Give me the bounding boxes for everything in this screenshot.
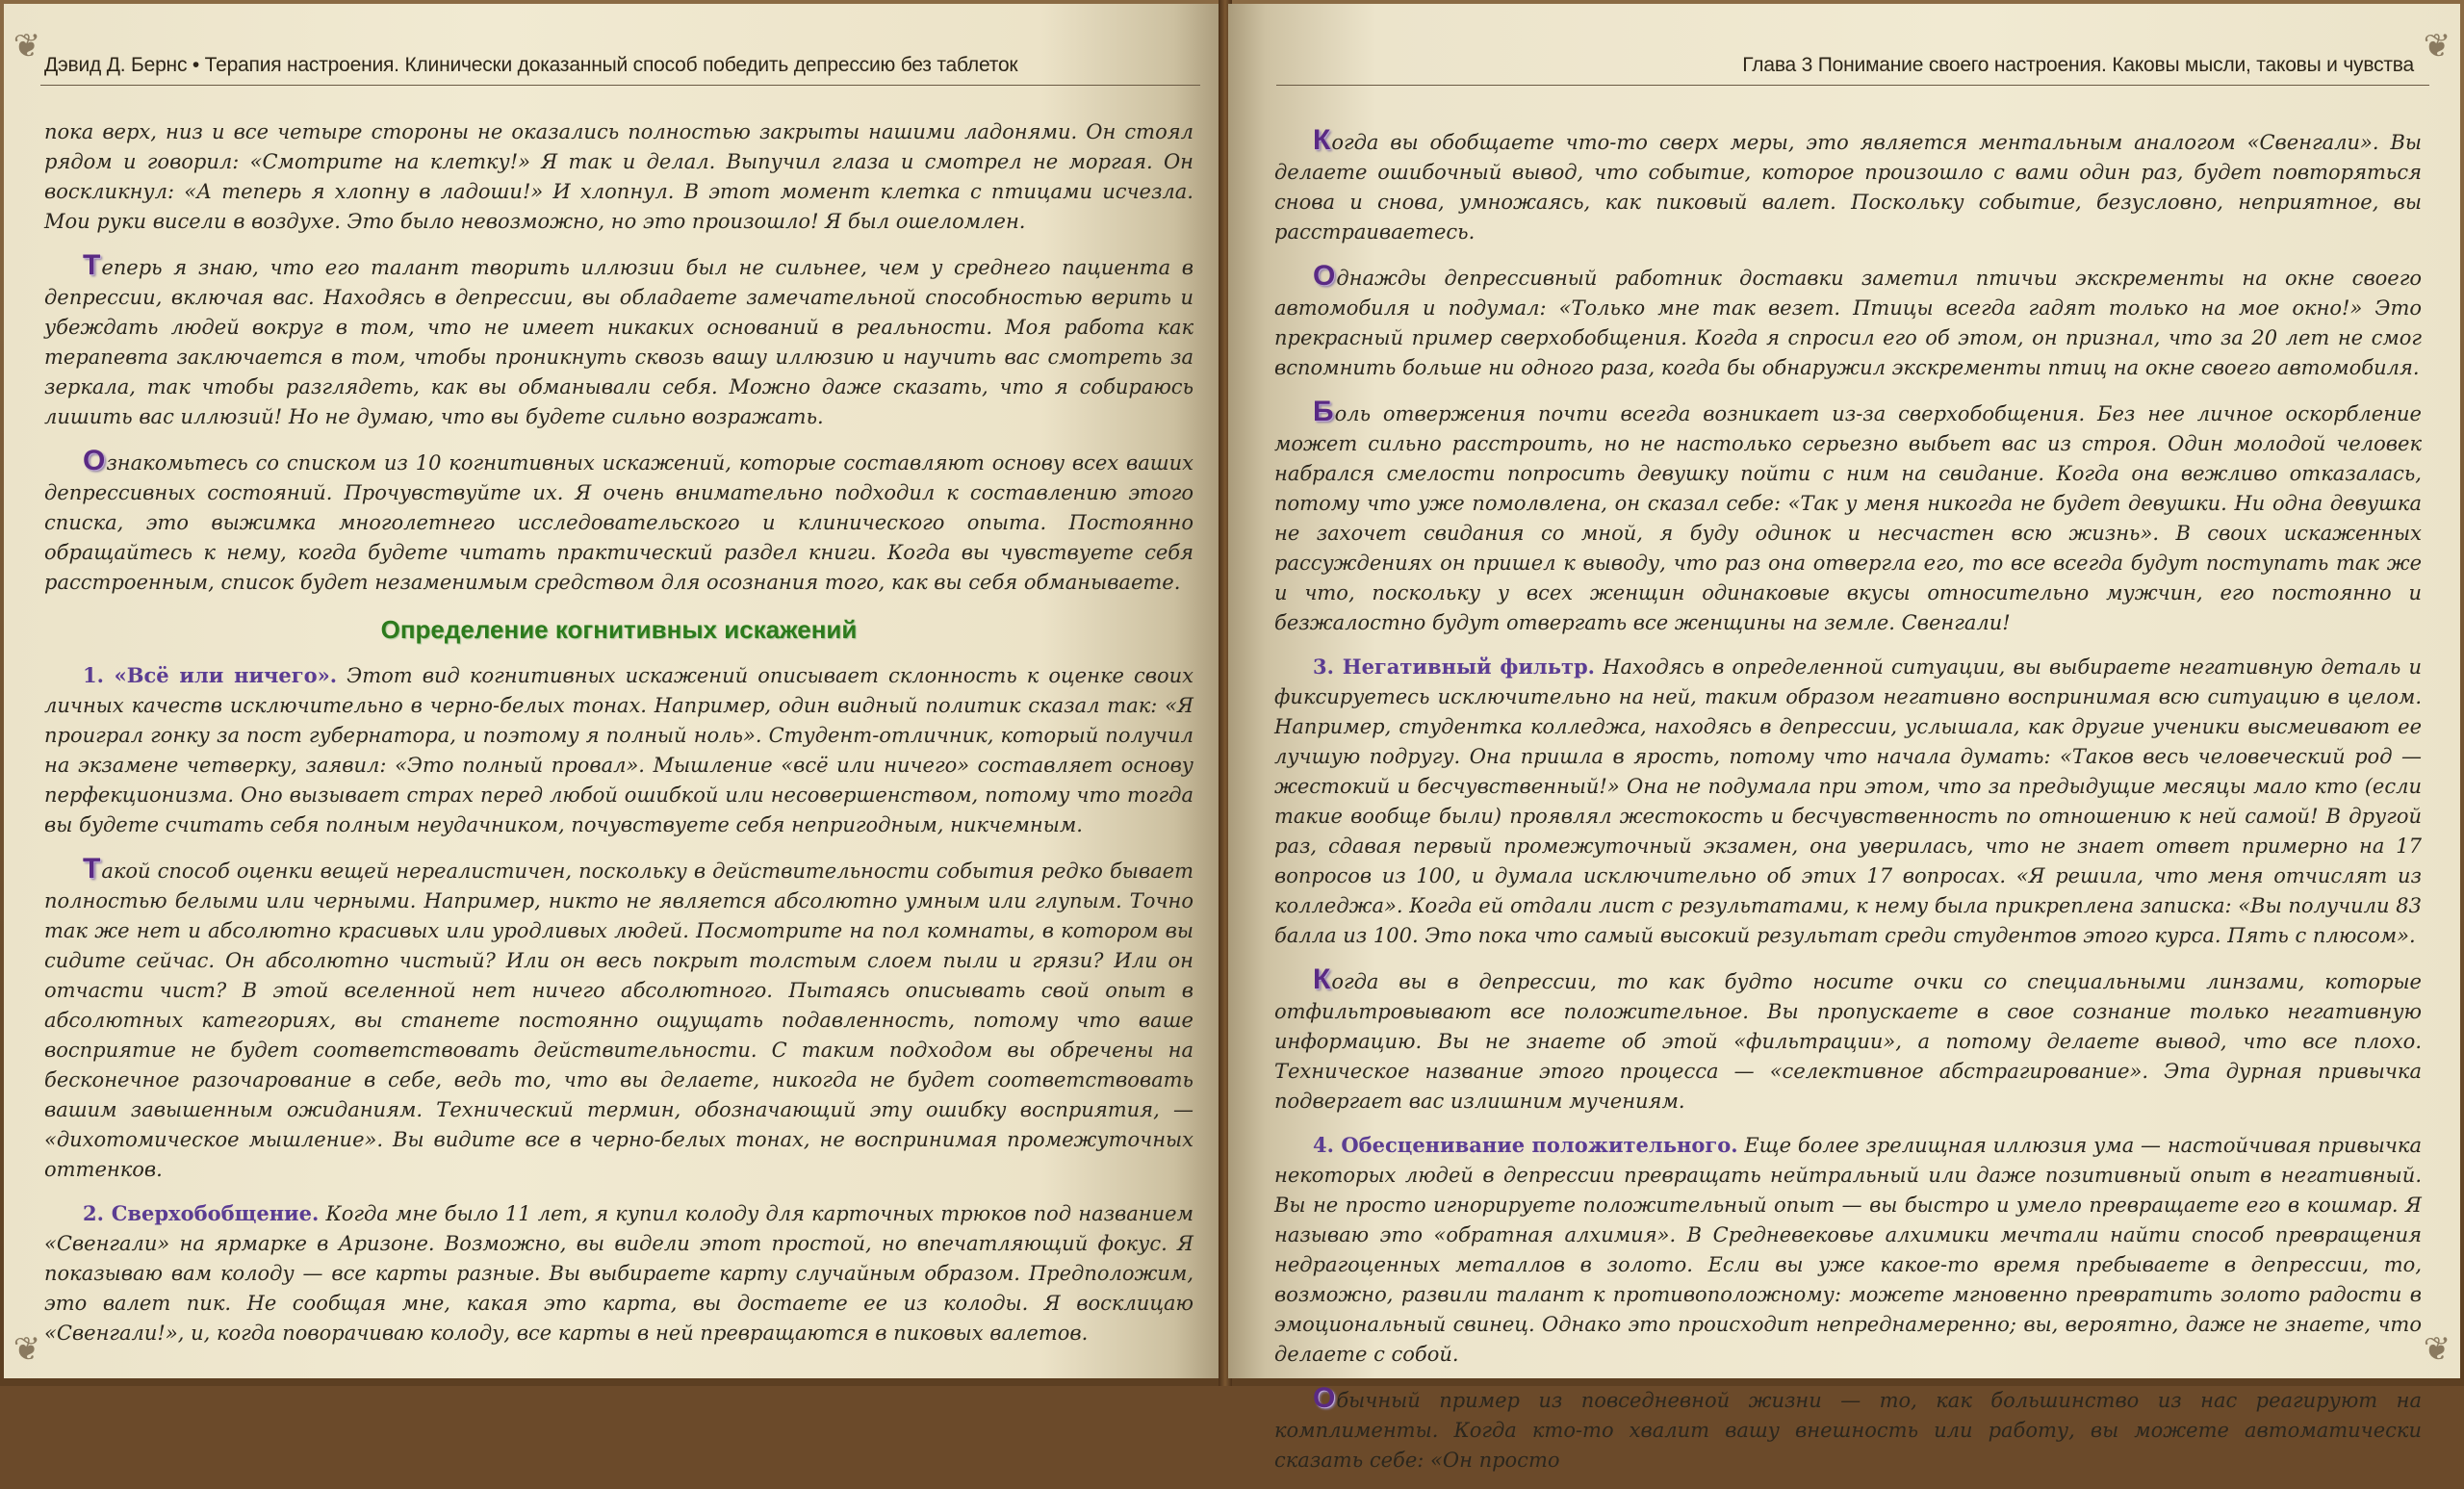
paragraph [1274,1130,2422,1370]
paragraph [44,854,1194,1185]
term-heading: 3. Негативный фильтр. [1313,655,1595,679]
corner-ornament-icon: ❦ [13,1330,41,1369]
paragraph: пока верх, низ и все четыре стороны не оказались полностью закрыты нашими ладонями. Он стоял рядом и говорил: «Смотрите на клетку!» Я так и делал. Выпучил глаза и смотрел не моргая. Он воскликнул: «А теперь я хлопну в ладоши!» И хлопнул. В этот момент клетка с птицами исчезла. Мои руки висели в воздухе. Это было невозможно, но это произошло! Я был ошеломлен. [44,120,1194,233]
paragraph [1274,652,2422,951]
drop-cap: К [1313,124,1331,156]
left-running-header: Дэвид Д. Бернс • Терапия настроения. Клинически доказанный способ победить депрессию без таблеток [44,54,1018,76]
drop-cap: Б [1313,396,1334,427]
paragraph [1274,261,2422,383]
paragraph-text: Находясь в определенной ситуации, вы выбираете негативную деталь и фиксируетесь исключительно на ней, таким образом негативно воспринимая всю ситуацию в целом. Например, студентка колледжа, находясь в депрессии, услышала, как другие ученики высмеивают ее лучшую подругу. Она пришла в ярость, потому что начала думать: «Таков весь человеческий род — жестокий и бесчувственный!» Она не подумала при этом, что за предыдущие месяцы мало кто (если такие вообще были) проявлял жестокость и бесчувственность по отношению к ней самой! В другой раз, сдавая первый промежуточный экзамен, она уверилась, что не знает ответ примерно на 17 вопросов из 100, и думала исключительно об этих 17 вопросах. «Я решила, что меня отчислят из колледжа». Когда ей отдали лист с результатами, к нему была прикреплена записка: «Вы получили 83 балла из 100. Это пока что самый высокий результат среди студентов этого курса. Пять с плюсом». [1274,655,2422,947]
header-rule [1276,85,2429,86]
paragraph-text: еперь я знаю, что его талант творить иллюзии был не сильнее, чем у среднего пациента в депрессии, включая вас. Находясь в депрессии, вы обладаете замечательной способностью верить и убеждать людей вокруг в том, что не имеет никаких оснований в реальности. Моя работа как терапевта заключается в том, чтобы проникнуть сквозь вашу иллюзию и научить вас смотреть за зеркала, так чтобы разглядеть, как вы обманывали себя. Можно даже сказать, что я собираюсь лишить вас иллюзий! Но не думаю, что вы будете сильно возражать. [44,256,1194,428]
paragraph-text: Еще более зрелищная иллюзия ума — настойчивая привычка некоторых людей в депрессии превращать нейтральный или даже позитивный опыт в негативный. Вы не просто игнорируете положительный опыт — вы быстро и умело превращаете его в кошмар. Я называю это «обратная алхимия». В Средневековье алхимики мечтали найти способ превращения недрагоценных металлов в золото. Если вы уже какое-то время пребываете в депрессии, то, возможно, развили талант к противоположному: можете мгновенно превратить золото радости в эмоциональный свинец. Однако это происходит непреднамеренно; вы, вероятно, даже не знаете, что делаете с собой. [1274,1134,2422,1366]
left-page-text [44,117,1194,1362]
paragraph-text: оль отвержения почти всегда возникает из-за сверхобобщения. Без нее личное оскорбление может сильно расстроить, но не настолько серьезно выбьет вас из строя. Один молодой человек набрался смелости попросить девушку пойти с ним на свидание. Когда она вежливо отказалась, потому что уже помолвлена, он сказал себе: «Так у меня никогда не будет девушки. Ни одна девушка не захочет свидания со мной, я буду одинок и несчастен всю жизнь». В своих искаженных рассуждениях он пришел к выводу, что раз она отвергла его, то все всегда будут поступать так же и что, поскольку у всех женщин одинаковые вкусы относительно мужчин, его постоянно и безжалостно будут отвергать все женщины на земле. Свенгали! [1274,402,2422,634]
right-page-text [1274,125,2422,1489]
paragraph-text: знакомьтесь со списком из 10 когнитивных искажений, которые составляют основу всех ваших депрессивных состояний. Прочувствуйте их. Я очень внимательно подходил к составлению этого списка, это выжимка многолетнего исследовательского и клинического опыта. Постоянно обращайтесь к нему, когда будете читать практический раздел книги. Когда вы чувствуете себя расстроенным, список будет незаменимым средством для осознания того, как вы себя обманываете. [44,451,1194,594]
paragraph-text: Этот вид когнитивных искажений описывает склонность к оценке своих личных качеств исключительно в черно-белых тонах. Например, один видный политик сказал так: «Я проиграл гонку за пост губернатора, и поэтому я полный ноль». Студент-отличник, который получил на экзамене четверку, заявил: «Это полный провал». Мышление «всё или ничего» составляет основу перфекционизма. Оно вызывает страх перед любой ошибкой или несовершенством, потому что тогда вы будете считать себя полным неудачником, почувствуете себя непригодным, никчемным. [44,664,1194,836]
drop-cap: Т [83,249,101,281]
term-heading: 4. Обесценивание положительного. [1313,1133,1738,1157]
drop-cap: О [1313,260,1336,292]
paragraph [44,446,1194,598]
corner-ornament-icon: ❦ [13,27,41,65]
drop-cap: Т [83,853,101,885]
section-heading: Определение когнитивных искажений [380,615,858,644]
paragraph [1274,1383,2422,1476]
right-page [1228,4,2460,1472]
paragraph-text: акой способ оценки вещей нереалистичен, поскольку в действительности события редко бывает полностью белыми или черными. Например, никто не является абсолютно умным или глупым. Точно так же нет и абсолютно красивых или уродливых людей. Посмотрите на пол комнаты, в котором вы сидите сейчас. Он абсолютно чистый? Или он весь покрыт толстым слоем пыли и грязи? Или он отчасти чист? В этой вселенной нет ничего абсолютного. Пытаясь описывать свой опыт в абсолютных категориях, вы станете постоянно ощущать подавленность, потому что ваше восприятие не будет соответствовать действительности. С таким подходом вы обречены на бесконечное разочарование в себе, ведь то, что вы делаете, никогда не будет соответствовать вашим завышенным ожиданиям. Технический термин, обозначающий эту ошибку восприятия, — «дихотомическое мышление». Вы видите все в черно-белых тонах, не воспринимая промежуточных оттенков. [44,860,1194,1181]
paragraph-text: днажды депрессивный работник доставки заметил птичьи экскременты на окне своего автомобиля и подумал: «Только мне так везет. Птицы всегда гадят только на мое окно!» Это прекрасный пример сверхобобщения. Когда я спросил его об этом, он признал, что за 20 лет не смог вспомнить больше ни одного раза, когда бы обнаружил экскременты птиц на окне своего автомобиля. [1274,267,2422,379]
term-heading: 2. Сверхобобщение. [83,1201,320,1225]
paragraph-text: Когда мне было 11 лет, я купил колоду для карточных трюков под названием «Свенгали» на ярмарке в Аризоне. Возможно, вы видели этот простой, но впечатляющий фокус. Я показываю вам колоду — все карты разные. Вы выбираете карту случайным образом. Предположим, это валет пик. Не сообщая мне, какая это карта, вы достаете ее из колоды. Я восклицаю «Свенгали!», и, когда поворачиваю колоду, все карты в ней превращаются в пиковых валетов. [44,1202,1194,1345]
left-page [4,4,1222,1378]
paragraph [44,1198,1194,1348]
corner-ornament-icon: ❦ [2423,1330,2451,1369]
header-rule [40,85,1200,86]
corner-ornament-icon: ❦ [2423,27,2451,65]
paragraph [1274,125,2422,247]
paragraph-text: бычный пример из повседневной жизни — то, как большинство из нас реагируют на комплименты. Когда кто-то хвалит вашу внешность или работу, вы можете автоматически сказать себе: «Он просто [1274,1389,2422,1472]
drop-cap: К [1313,963,1331,995]
term-heading: 1. «Всё или ничего». [83,663,338,687]
paragraph-text: огда вы в депрессии, то как будто носите очки со специальными линзами, которые отфильтровывают все положительное. Вы пропускаете в свое сознание только негативную информацию. Вы не знаете об этой «фильтрации», а потому делаете вывод, что все плохо. Техническое название этого процесса — «селективное абстрагирование». Эта дурная привычка подвергает вас излишним мучениям. [1274,970,2422,1113]
paragraph [44,250,1194,432]
drop-cap: О [83,445,106,476]
right-running-header: Глава 3 Понимание своего настроения. Каковы мысли, таковы и чувства [1742,54,2414,76]
drop-cap: О [1313,1382,1336,1414]
paragraph [44,660,1194,840]
paragraph-text: огда вы обобщаете что-то сверх меры, это является ментальным аналогом «Свенгали». Вы делаете ошибочный вывод, что событие, которое произошло с вами один раз, будет повторяться снова и снова, умножаясь, как пиковый валет. Поскольку событие, безусловно, неприятное, вы расстраиваетесь. [1274,131,2422,244]
paragraph [1274,964,2422,1117]
paragraph [1274,397,2422,638]
